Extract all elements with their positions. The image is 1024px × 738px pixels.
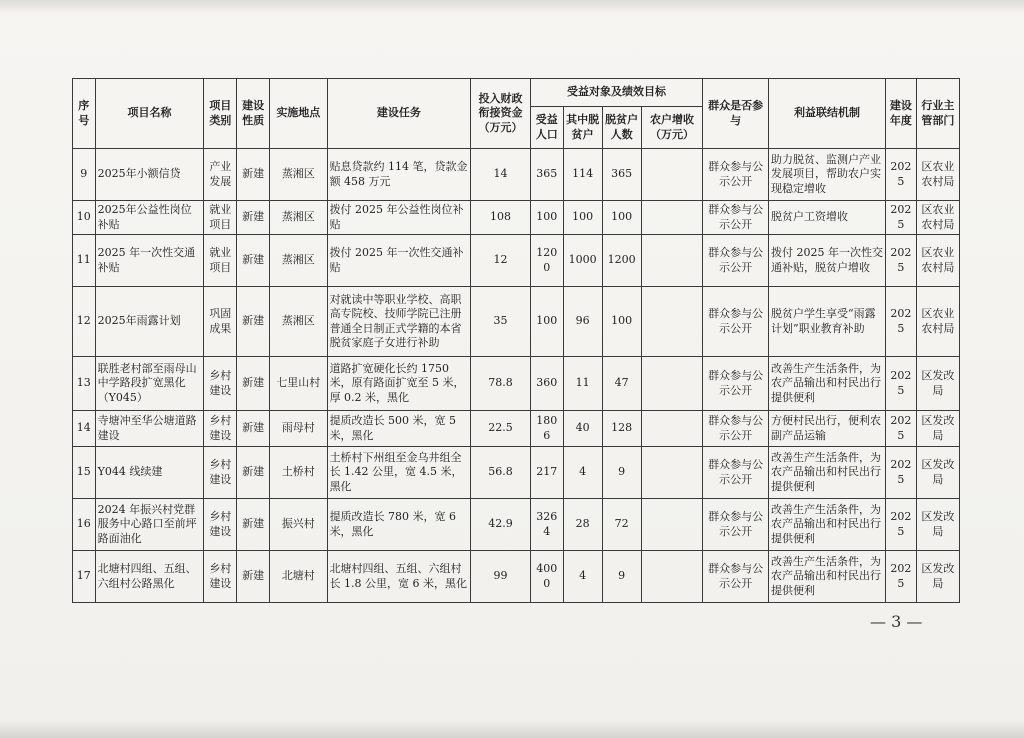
cell-seq: 12 — [73, 287, 96, 357]
cell-beneficiaries: 365 — [530, 149, 563, 201]
cell-location: 北塘村 — [270, 551, 327, 603]
cell-task: 对就读中等职业学校、高职高专院校、技师学院已注册普通全日制正式学籍的本省脱贫家庭子女进行补助 — [327, 287, 471, 357]
header-seq: 序号 — [73, 79, 96, 149]
cell-task: 提质改造长 780 米，宽 6 米，黑化 — [327, 499, 471, 551]
cell-seq: 16 — [73, 499, 96, 551]
header-mechanism: 利益联结机制 — [768, 79, 885, 149]
header-participation: 群众是否参与 — [703, 79, 769, 149]
cell-name: 2025 年一次性交通补贴 — [95, 235, 204, 287]
cell-income — [641, 499, 703, 551]
cell-beneficiaries: 100 — [530, 201, 563, 235]
header-type: 项目类别 — [204, 79, 237, 149]
cell-year: 2025 — [885, 357, 916, 411]
cell-dept: 区农业农村局 — [916, 287, 959, 357]
cell-beneficiaries: 1200 — [530, 235, 563, 287]
cell-dept: 区发改局 — [916, 551, 959, 603]
cell-participation: 群众参与公示公开 — [703, 149, 769, 201]
cell-poverty-people: 9 — [602, 551, 641, 603]
cell-year: 2025 — [885, 551, 916, 603]
header-benefit: 受益对象及绩效目标 — [530, 79, 702, 107]
cell-year: 2025 — [885, 447, 916, 499]
header-nature: 建设性质 — [237, 79, 270, 149]
cell-type: 乡村建设 — [204, 551, 237, 603]
cell-income — [641, 357, 703, 411]
table-row — [73, 201, 960, 235]
cell-name: 2025年雨露计划 — [95, 287, 204, 357]
cell-participation: 群众参与公示公开 — [703, 235, 769, 287]
cell-name: 寺塘冲至华公塘道路建设 — [95, 411, 204, 447]
header-income: 农户增收（万元） — [641, 107, 703, 149]
header-task: 建设任务 — [327, 79, 471, 149]
table-row — [73, 235, 960, 287]
cell-year: 2025 — [885, 411, 916, 447]
cell-nature: 新建 — [237, 201, 270, 235]
header-year: 建设年度 — [885, 79, 916, 149]
table-row — [73, 357, 960, 411]
cell-location: 蒸湘区 — [270, 235, 327, 287]
cell-task: 道路扩宽硬化长约 1750 米，原有路面扩宽至 5 米，厚 0.2 米，黑化 — [327, 357, 471, 411]
cell-location: 蒸湘区 — [270, 287, 327, 357]
cell-task: 贴息贷款约 114 笔，贷款金额 458 万元 — [327, 149, 471, 201]
cell-location: 蒸湘区 — [270, 149, 327, 201]
cell-location: 蒸湘区 — [270, 201, 327, 235]
cell-task: 土桥村下州组至金乌井组全长 1.42 公里，宽 4.5 米，黑化 — [327, 447, 471, 499]
cell-dept: 区农业农村局 — [916, 149, 959, 201]
cell-nature: 新建 — [237, 357, 270, 411]
table-body — [73, 149, 960, 603]
cell-year: 2025 — [885, 499, 916, 551]
cell-name: 2024 年振兴村党群服务中心路口至前坪路面油化 — [95, 499, 204, 551]
cell-poverty-people: 1200 — [602, 235, 641, 287]
cell-seq: 15 — [73, 447, 96, 499]
cell-nature: 新建 — [237, 499, 270, 551]
cell-participation: 群众参与公示公开 — [703, 411, 769, 447]
header-dept: 行业主管部门 — [916, 79, 959, 149]
cell-nature: 新建 — [237, 551, 270, 603]
cell-poverty-people: 47 — [602, 357, 641, 411]
cell-beneficiaries: 1806 — [530, 411, 563, 447]
cell-poverty-households: 114 — [563, 149, 602, 201]
cell-dept: 区发改局 — [916, 499, 959, 551]
cell-funds: 35 — [471, 287, 531, 357]
header-poverty-households: 其中脱贫户 — [563, 107, 602, 149]
cell-nature: 新建 — [237, 287, 270, 357]
header-poverty-people: 脱贫户人数 — [602, 107, 641, 149]
cell-income — [641, 411, 703, 447]
cell-poverty-people: 100 — [602, 201, 641, 235]
cell-location: 振兴村 — [270, 499, 327, 551]
cell-mechanism: 助力脱贫、监测户产业发展项目，帮助农户实现稳定增收 — [768, 149, 885, 201]
cell-dept: 区发改局 — [916, 447, 959, 499]
cell-mechanism: 改善生产生活条件，为农产品输出和村民出行提供便利 — [768, 499, 885, 551]
cell-mechanism: 拨付 2025 年一次性交通补贴，脱贫户增收 — [768, 235, 885, 287]
cell-income — [641, 149, 703, 201]
cell-dept: 区发改局 — [916, 357, 959, 411]
cell-name: 联胜老村部至雨母山中学路段扩宽黑化（Y045） — [95, 357, 204, 411]
cell-beneficiaries: 100 — [530, 287, 563, 357]
cell-participation: 群众参与公示公开 — [703, 499, 769, 551]
cell-poverty-people: 100 — [602, 287, 641, 357]
cell-income — [641, 551, 703, 603]
cell-beneficiaries: 360 — [530, 357, 563, 411]
cell-type: 乡村建设 — [204, 357, 237, 411]
table-row — [73, 287, 960, 357]
cell-year: 2025 — [885, 287, 916, 357]
cell-income — [641, 447, 703, 499]
page-number: — 3 — — [870, 612, 923, 631]
cell-type: 乡村建设 — [204, 499, 237, 551]
cell-nature: 新建 — [237, 447, 270, 499]
cell-poverty-people: 72 — [602, 499, 641, 551]
cell-poverty-households: 40 — [563, 411, 602, 447]
table-row — [73, 447, 960, 499]
cell-type: 乡村建设 — [204, 411, 237, 447]
cell-participation: 群众参与公示公开 — [703, 357, 769, 411]
cell-name: 北塘村四组、五组、六组村公路黑化 — [95, 551, 204, 603]
cell-type: 就业项目 — [204, 235, 237, 287]
cell-name: 2025年公益性岗位补贴 — [95, 201, 204, 235]
cell-funds: 42.9 — [471, 499, 531, 551]
cell-type: 乡村建设 — [204, 447, 237, 499]
cell-funds: 108 — [471, 201, 531, 235]
cell-nature: 新建 — [237, 149, 270, 201]
cell-poverty-households: 100 — [563, 201, 602, 235]
cell-poverty-households: 4 — [563, 447, 602, 499]
cell-participation: 群众参与公示公开 — [703, 201, 769, 235]
cell-funds: 99 — [471, 551, 531, 603]
cell-seq: 17 — [73, 551, 96, 603]
cell-income — [641, 287, 703, 357]
table-row — [73, 499, 960, 551]
cell-income — [641, 201, 703, 235]
page-bottom-shadow — [0, 720, 1024, 738]
cell-mechanism: 改善生产生活条件，为农产品输出和村民出行提供便利 — [768, 551, 885, 603]
cell-task: 拨付 2025 年一次性交通补贴 — [327, 235, 471, 287]
cell-funds: 12 — [471, 235, 531, 287]
cell-type: 巩固成果 — [204, 287, 237, 357]
cell-seq: 11 — [73, 235, 96, 287]
cell-participation: 群众参与公示公开 — [703, 447, 769, 499]
cell-name: 2025年小额信贷 — [95, 149, 204, 201]
cell-poverty-households: 4 — [563, 551, 602, 603]
page-top-shadow — [0, 0, 1024, 14]
cell-poverty-people: 128 — [602, 411, 641, 447]
cell-beneficiaries: 3264 — [530, 499, 563, 551]
cell-mechanism: 脱贫户学生享受“雨露计划”职业教育补助 — [768, 287, 885, 357]
cell-task: 拨付 2025 年公益性岗位补贴 — [327, 201, 471, 235]
table-row — [73, 551, 960, 603]
cell-location: 土桥村 — [270, 447, 327, 499]
cell-seq: 10 — [73, 201, 96, 235]
cell-funds: 22.5 — [471, 411, 531, 447]
cell-dept: 区农业农村局 — [916, 201, 959, 235]
header-location: 实施地点 — [270, 79, 327, 149]
cell-nature: 新建 — [237, 411, 270, 447]
cell-poverty-households: 1000 — [563, 235, 602, 287]
cell-participation: 群众参与公示公开 — [703, 551, 769, 603]
cell-nature: 新建 — [237, 235, 270, 287]
cell-funds: 14 — [471, 149, 531, 201]
cell-poverty-people: 9 — [602, 447, 641, 499]
cell-income — [641, 235, 703, 287]
cell-poverty-households: 11 — [563, 357, 602, 411]
cell-task: 北塘村四组、五组、六组村长 1.8 公里，宽 6 米，黑化 — [327, 551, 471, 603]
header-funds: 投入财政衔接资金（万元） — [471, 79, 531, 149]
table-row — [73, 149, 960, 201]
cell-beneficiaries: 4000 — [530, 551, 563, 603]
cell-year: 2025 — [885, 235, 916, 287]
cell-location: 七里山村 — [270, 357, 327, 411]
cell-name: Y044 线续建 — [95, 447, 204, 499]
project-table — [72, 78, 960, 603]
cell-dept: 区发改局 — [916, 411, 959, 447]
cell-mechanism: 方便村民出行，便利农副产品运输 — [768, 411, 885, 447]
cell-task: 提质改造长 500 米，宽 5 米，黑化 — [327, 411, 471, 447]
cell-dept: 区农业农村局 — [916, 235, 959, 287]
cell-type: 产业发展 — [204, 149, 237, 201]
cell-beneficiaries: 217 — [530, 447, 563, 499]
cell-poverty-households: 28 — [563, 499, 602, 551]
header-name: 项目名称 — [95, 79, 204, 149]
cell-mechanism: 改善生产生活条件，为农产品输出和村民出行提供便利 — [768, 357, 885, 411]
cell-mechanism: 脱贫户工资增收 — [768, 201, 885, 235]
cell-funds: 56.8 — [471, 447, 531, 499]
cell-funds: 78.8 — [471, 357, 531, 411]
cell-seq: 9 — [73, 149, 96, 201]
cell-location: 雨母村 — [270, 411, 327, 447]
cell-year: 2025 — [885, 201, 916, 235]
cell-seq: 13 — [73, 357, 96, 411]
cell-type: 就业项目 — [204, 201, 237, 235]
cell-poverty-people: 365 — [602, 149, 641, 201]
cell-year: 2025 — [885, 149, 916, 201]
cell-mechanism: 改善生产生活条件，为农产品输出和村民出行提供便利 — [768, 447, 885, 499]
table-row — [73, 411, 960, 447]
cell-poverty-households: 96 — [563, 287, 602, 357]
table-header — [73, 79, 960, 149]
cell-seq: 14 — [73, 411, 96, 447]
cell-participation: 群众参与公示公开 — [703, 287, 769, 357]
header-beneficiaries: 受益人口 — [530, 107, 563, 149]
